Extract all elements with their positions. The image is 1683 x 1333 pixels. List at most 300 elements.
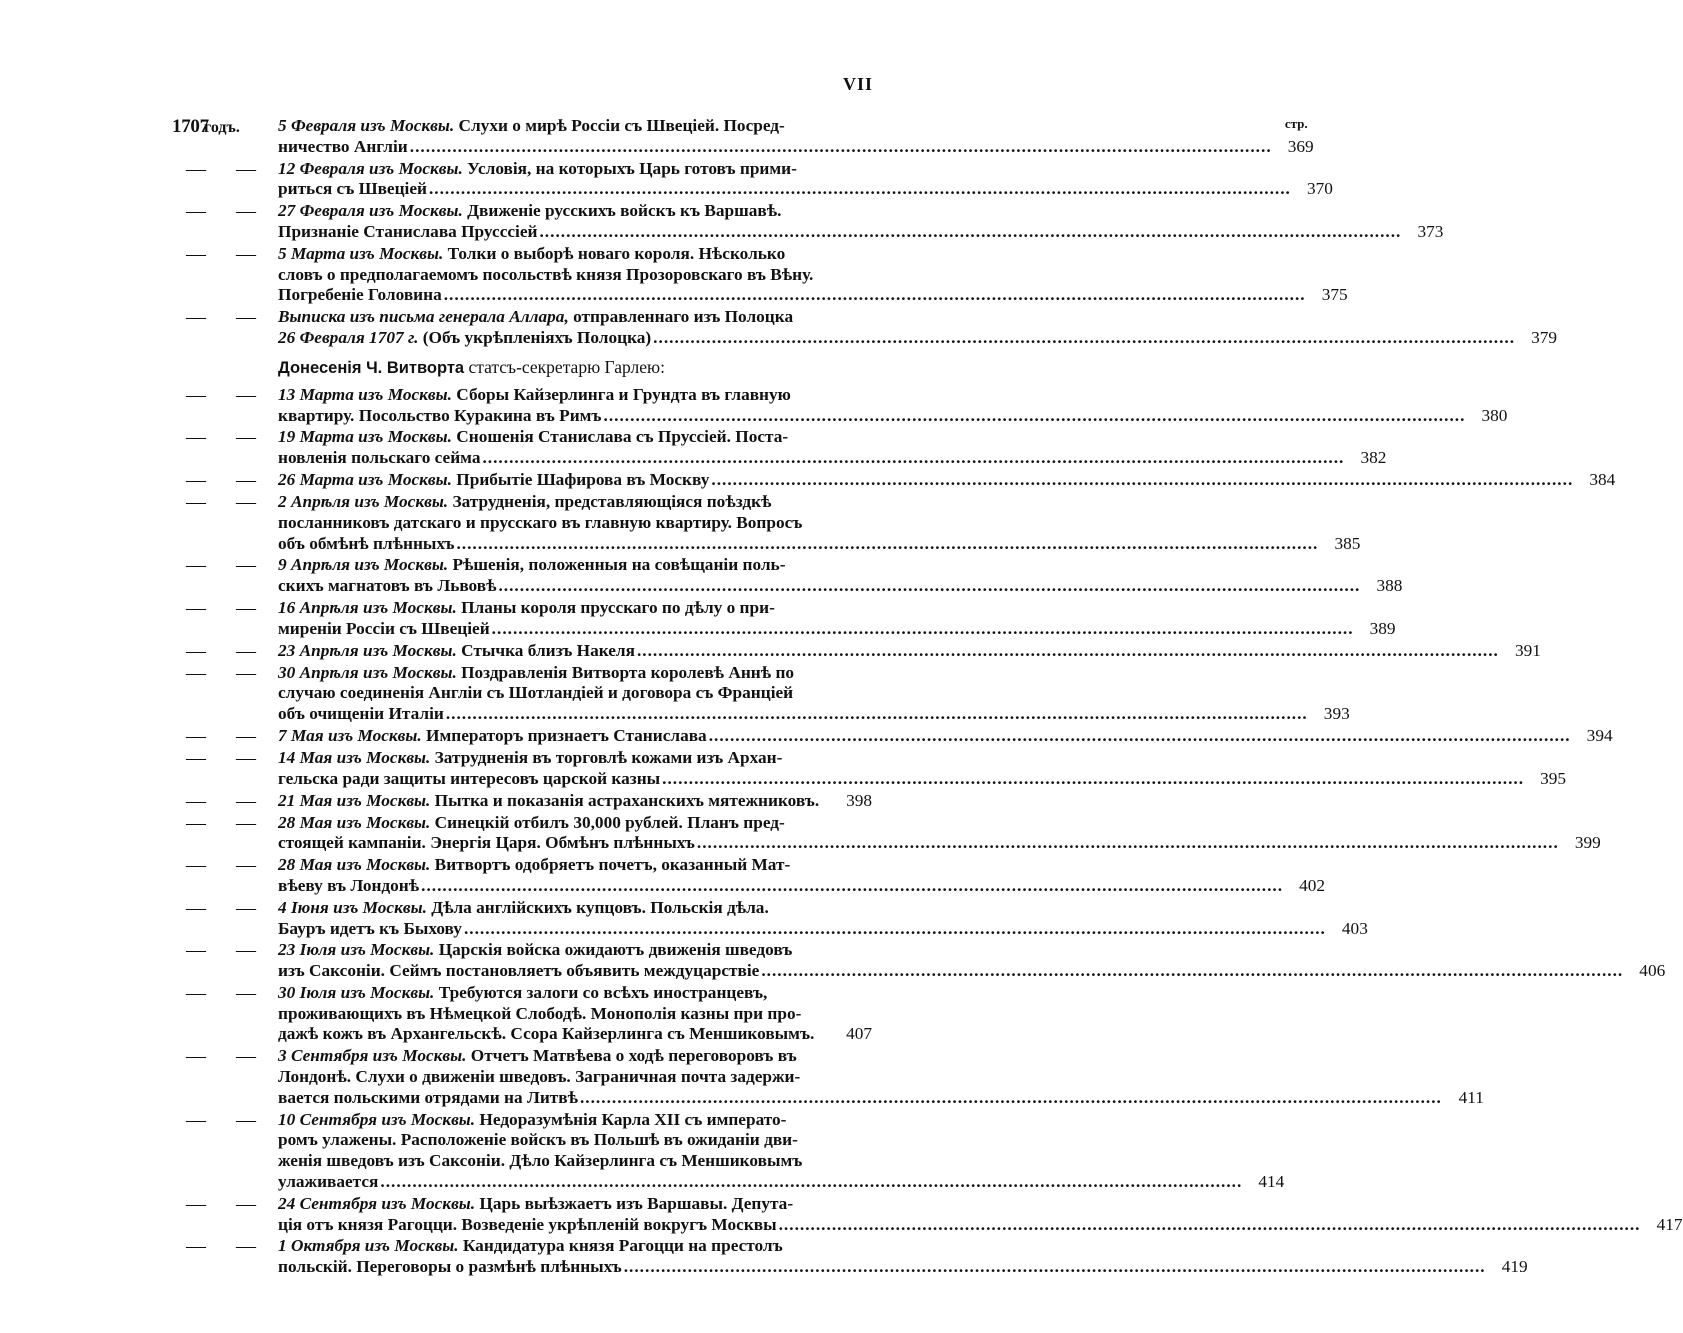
ditto-dash: — [236,639,256,662]
year-column [172,1236,222,1257]
entry-date: 12 Февраля изъ Москвы. [278,158,463,178]
entry-line: женія шведовъ изъ Саксоніи. Дѣло Кайзерлинга съ Меншиковымъ [278,1151,803,1171]
leader-dots: .................................................................................................................................................................. [662,768,1525,788]
entry-last-line [278,1088,1484,1109]
ditto-dash: — [236,490,256,513]
entry-description: (Объ укрѣпленіяхъ Полоцка) [418,327,652,347]
year-word-column [222,1110,278,1131]
entry-description: Признаніе Станислава Прусссіей [278,221,538,241]
year-word-column [222,983,278,1004]
list-item [172,1045,1484,1108]
year-column [172,726,222,747]
entry-first-line [278,813,1601,834]
entry-last-text [278,179,427,200]
page-ref: 391 [1514,640,1541,660]
year-word-column [222,791,278,812]
year-word-column [222,641,278,662]
entry-last-line [278,179,1333,200]
list-item [172,661,1350,725]
leader-dots: .................................................................................................................................................................. [463,918,1326,938]
page-ref: 402 [1299,875,1326,895]
ditto-dash: — [236,468,256,491]
entry-first-line [278,1236,1528,1257]
leader-dots: .................................................................................................................................................................. [491,618,1354,638]
entry-text [278,1236,1528,1278]
ditto-dash: — [236,554,256,577]
leader-dots: .................................................................................................................................................................. [456,533,1319,553]
entry-text [278,1110,1284,1193]
page-ref: 385 [1334,533,1361,553]
year-column [172,813,222,834]
year-word-column [222,855,278,876]
list-item [172,811,1601,855]
list-item [172,1108,1285,1193]
leader-dots: .................................................................................................................................................................. [778,1214,1641,1234]
ditto-dash: — [186,661,206,684]
list-item [172,596,1396,640]
page-column-label: стр. [1284,116,1308,131]
entry-last-text [278,137,408,158]
entry-description: Витвортъ одобряетъ почетъ, оказанный Мат- [430,855,791,875]
entry-first-line [278,1110,1284,1131]
ditto-dash: — [186,306,206,329]
list-item [172,746,1567,790]
entry-last-line [278,619,1396,640]
entry-text [278,116,1314,158]
year-column [172,492,222,513]
entry-description: Затрудненія, представляющіяся поѣздкѣ [448,491,772,511]
entry-text [278,855,1325,897]
entry-last-line [278,726,1613,747]
entry-date: 16 Апрѣля изъ Москвы. [278,597,457,617]
entry-last-line [278,1024,872,1045]
entry-last-text [278,1024,814,1045]
entry-last-text [278,726,707,747]
entry-text [278,1046,1484,1108]
list-item [172,639,1541,662]
entry-last-text [278,534,454,555]
list-item [172,854,1326,897]
entry-last-text [278,576,496,597]
page-ref: 406 [1639,961,1666,981]
entry-text [278,983,872,1045]
entry-description: Дѣла англійскихъ купцовъ. Польскія дѣла. [426,897,769,917]
ditto-dash: — [186,724,206,747]
year-word-column [222,492,278,513]
year-column [172,940,222,961]
entry-last-text [278,876,419,897]
page-ref: 419 [1501,1257,1528,1277]
entry-last-text [278,470,709,491]
entries-group-1707 [172,116,1558,349]
year-column [172,748,222,769]
entry-last-text [278,791,819,812]
entry-description: ція отъ князя Рагоцци. Возведеніе укрѣпленій вокругъ Москвы [278,1214,777,1234]
entry-description: Поздравленія Витворта королевѣ Аннѣ по [456,662,795,682]
page-ref: 388 [1376,576,1403,596]
table-of-contents [172,116,1683,1279]
list-item [172,116,1314,158]
ditto-dash: — [186,426,206,449]
page-ref: 370 [1306,179,1333,199]
year-word-column [222,663,278,684]
entry-date: 5 Марта изъ Москвы. [278,243,444,263]
entry-last-text [278,769,660,790]
entry-description: Синецкій отбилъ 30,000 рублей. Планъ пред- [430,812,785,832]
year-column [172,641,222,662]
entry-date: 30 Апрѣля изъ Москвы. [278,662,457,682]
list-item [172,554,1403,597]
entry-last-line [278,222,1443,243]
page-ref: 399 [1574,833,1601,853]
ditto-dash: — [236,811,256,834]
page-ref: 417 [1656,1214,1683,1234]
entry-description: объ обмѣнѣ плѣнныхъ [278,533,455,553]
leader-dots: .................................................................................................................................................................. [380,1172,1243,1192]
year-column [172,1110,222,1131]
entry-last-text [278,619,490,640]
page-ref: 384 [1589,469,1616,489]
entry-last-line [278,328,1557,349]
year-word-column [222,1194,278,1215]
leader-dots: .................................................................................................................................................................. [498,576,1361,596]
leader-dots: .................................................................................................................................................................. [623,1257,1486,1277]
year-column [172,244,222,265]
entry-description: Планы короля прусскаго по дѣлу о при- [456,597,775,617]
year-column [172,663,222,684]
year-column [172,201,222,222]
entry-last-text [278,1088,578,1109]
entry-last-line [278,919,1368,940]
entry-description: риться съ Швеціей [278,179,427,199]
ditto-dash: — [236,596,256,619]
year-column [172,555,222,576]
list-item [172,157,1333,201]
entry-last-line [278,285,1348,306]
entry-last-line [278,704,1350,725]
entry-date: 3 Сентября изъ Москвы. [278,1046,467,1066]
entry-description: Императоръ признаетъ Станислава [421,725,707,745]
page-ref: 407 [846,1024,872,1044]
list-item [172,1192,1683,1236]
entry-last-text [278,1215,777,1236]
entry-description: улаживается [278,1172,379,1192]
year-word-column [222,159,278,180]
year-column [172,598,222,619]
ditto-dash: — [236,981,256,1004]
entry-text [278,555,1402,597]
entry-first-line [278,555,1402,576]
entry-first-line [278,1046,1484,1067]
entry-last-line [278,876,1325,897]
list-item [172,983,872,1045]
entry-description: Слухи о мирѣ Россіи съ Швеціей. Посред- [454,116,785,135]
year-word-column [222,427,278,448]
leader-dots: .................................................................................................................................................................. [445,704,1308,724]
entry-first-line [278,855,1325,876]
entry-description: квартиру. Посольство Куракина въ Римъ [278,405,602,425]
entry-description: стоящей кампаніи. Энергія Царя. Обмѣнъ плѣнныхъ [278,833,695,853]
leader-dots: .................................................................................................................................................................. [696,833,1559,853]
entry-description: Кандидатура князя Рагоцци на престолъ [458,1236,783,1256]
list-item [172,896,1368,940]
entry-text [278,1194,1683,1236]
entry-first-line [278,898,1368,919]
entry-description: Погребеніе Головина [278,285,442,305]
entry-text [278,385,1507,427]
ditto-dash: — [236,854,256,877]
entry-text [278,470,1615,491]
page-ref: 375 [1321,285,1348,305]
entry-first-line [278,1194,1683,1215]
entry-description: Недоразумѣнія Карла XII съ императо- [475,1109,787,1129]
ditto-dash: — [236,1045,256,1068]
page-number: VII [843,74,874,94]
section-heading-name: Донесенія Ч. Витворта [278,358,465,377]
entry-text [278,791,872,812]
entry-last-text [278,704,444,725]
year-word-column [222,307,278,328]
entry-last-text [278,919,462,940]
ditto-dash: — [186,1192,206,1215]
ditto-dash: — [186,200,206,223]
year-column [172,427,222,448]
ditto-dash: — [236,896,256,919]
year-column [172,159,222,180]
year-label: 1707 [172,116,209,137]
ditto-dash: — [236,242,256,265]
page-ref: 369 [1287,136,1314,156]
leader-dots: .................................................................................................................................................................. [428,179,1291,199]
entry-description: Рѣшенія, положенныя на совѣщаніи поль- [448,555,786,575]
entry-description: миреніи Россіи съ Швеціей [278,618,490,638]
entry-description: дажѣ кожъ въ Архангельскѣ. Ссора Кайзерлинга съ Меншиковымъ. [278,1024,815,1044]
list-item [172,426,1387,469]
entry-date: 2 Апрѣля изъ Москвы. [278,491,449,511]
entry-last-line [278,769,1566,790]
ditto-dash: — [186,939,206,962]
entry-date: 14 Мая изъ Москвы. [278,747,431,767]
ditto-dash: — [236,426,256,449]
ditto-dash: — [186,596,206,619]
year-word: годъ. [204,119,240,136]
ditto-dash: — [186,639,206,662]
entry-last-text [278,222,537,243]
entry-first-line [278,748,1566,769]
entry-description: ничество Англіи [278,136,408,156]
entry-description: Требуются залоги со всѣхъ иностранцевъ, [434,982,768,1002]
entry-line: посланниковъ датскаго и прусскаго въ главную квартиру. Вопросъ [278,512,803,532]
ditto-dash: — [186,1108,206,1131]
entry-description: вѣеву въ Лондонѣ [278,875,420,895]
entry-date: 9 Апрѣля изъ Москвы. [278,555,449,575]
entry-description: польскій. Переговоры о размѣнѣ плѣнныхъ [278,1257,622,1277]
entry-description: Сборы Кайзерлинга и Грундта въ главную [451,384,791,404]
leader-dots: .................................................................................................................................................................. [761,961,1624,981]
entry-last-line [278,1215,1683,1236]
year-word-column [222,385,278,406]
entry-text [278,726,1613,747]
entry-description: Отчетъ Матвѣева о ходѣ переговоровъ въ [466,1046,797,1066]
section-heading-rest: статсъ-секретарю Гарлею: [464,356,665,377]
year-column [172,855,222,876]
entry-last-text [278,328,651,349]
entry-date: 27 Февраля изъ Москвы. [278,201,463,221]
ditto-dash: — [186,468,206,491]
ditto-dash: — [236,306,256,329]
entry-date: 24 Сентября изъ Москвы. [278,1193,476,1213]
ditto-dash: — [236,1235,256,1258]
entry-description: Бауръ идетъ къ Быхову [278,918,462,938]
ditto-dash: — [186,789,206,812]
year-word-column [222,598,278,619]
ditto-dash: — [186,1045,206,1068]
leader-dots: .................................................................................................................................................................. [636,640,1499,660]
leader-dots: .................................................................................................................................................................. [443,285,1306,305]
entry-text [278,492,1360,554]
ditto-dash: — [186,157,206,180]
leader-dots: .................................................................................................................................................................. [711,469,1574,489]
list-item [172,306,1558,349]
entries-group-whitworth [172,383,1683,1278]
entry-description: Пытка и показанія астраханскихъ мятежниковъ. [430,790,820,810]
entry-description: новленія польскаго сейма [278,448,481,468]
ditto-dash: — [186,383,206,406]
ditto-dash: — [236,939,256,962]
ditto-dash: — [236,383,256,406]
ditto-dash: — [236,746,256,769]
entry-last-line [278,448,1386,469]
entry-description: Царскія войска ожидаютъ движенія шведовъ [434,940,793,960]
entry-text [278,813,1601,855]
entry-last-line [278,137,1314,158]
entry-last-text [278,1172,378,1193]
entry-last-line [278,576,1402,597]
entry-last-text [278,961,759,982]
year-column [172,307,222,328]
entry-text [278,307,1557,349]
year-column [172,983,222,1004]
list-item [172,1235,1528,1278]
page-ref: 382 [1360,448,1387,468]
entry-date: 4 Іюня изъ Москвы. [278,897,427,917]
entry-last-text [278,448,480,469]
entry-last-text [278,285,442,306]
ditto-dash: — [236,724,256,747]
page-ref: 403 [1341,918,1368,938]
entry-text [278,663,1350,725]
year-word-column [222,748,278,769]
entry-text [278,748,1566,790]
ditto-dash: — [236,661,256,684]
entry-description: гельска ради защиты интересовъ царской казны [278,768,661,788]
ditto-dash: — [186,896,206,919]
year-word-column [204,116,278,138]
ditto-dash: — [236,1108,256,1131]
entry-text [278,427,1386,469]
entry-date: 28 Мая изъ Москвы. [278,855,431,875]
ditto-dash: — [186,1235,206,1258]
ditto-dash: — [186,746,206,769]
entry-description: Царь выѣзжаетъ изъ Варшавы. Депута- [475,1193,794,1213]
entry-first-line [278,201,1443,222]
leader-dots: .................................................................................................................................................................. [482,448,1345,468]
entry-line: Лондонѣ. Слухи о движеніи шведовъ. Заграничная почта задержи- [278,1067,801,1087]
year-word-column [222,726,278,747]
ditto-dash: — [186,554,206,577]
leader-dots: .................................................................................................................................................................. [421,875,1284,895]
entry-description: отправленнаго изъ Полоцка [568,307,794,327]
entry-line: ромъ улажены. Расположеніе войскъ въ Польшѣ въ ожиданіи дви- [278,1130,798,1150]
list-item [172,242,1348,306]
year-column [172,1194,222,1215]
ditto-dash: — [186,981,206,1004]
entry-first-line [278,983,872,1004]
list-item [172,383,1508,427]
leader-dots: .................................................................................................................................................................. [539,221,1402,241]
ditto-dash: — [186,490,206,513]
year-word-column [222,555,278,576]
list-item [172,939,1666,982]
entry-date: 13 Марта изъ Москвы. [278,384,452,404]
leader-dots: .................................................................................................................................................................. [603,405,1466,425]
page-ref: 411 [1458,1087,1484,1107]
entry-first-line [278,116,1314,137]
entry-date: 26 Февраля 1707 г. [278,327,419,347]
ditto-dash: — [186,854,206,877]
entry-last-text [278,406,602,427]
year-word-column [222,1046,278,1067]
leader-dots: .................................................................................................................................................................. [579,1087,1442,1107]
entry-date: 10 Сентября изъ Москвы. [278,1109,476,1129]
page-ref: 395 [1540,768,1567,788]
entry-text [278,244,1348,306]
entry-description: вается польскими отрядами на Литвѣ [278,1087,578,1107]
entry-date: 7 Мая изъ Москвы. [278,725,422,745]
entry-first-line [278,427,1386,448]
ditto-dash: — [186,242,206,265]
entry-line: словъ о предполагаемомъ посольствѣ князя Прозоровскаго въ Вѣну. [278,264,814,284]
entry-date: 19 Марта изъ Москвы. [278,427,452,447]
entry-last-line [278,534,1360,555]
page-ref: 380 [1481,405,1508,425]
entry-date: 26 Марта изъ Москвы. [278,469,452,489]
ditto-dash: — [236,157,256,180]
entry-last-line [278,470,1615,491]
entry-first-line [278,307,1557,328]
ditto-dash: — [186,811,206,834]
entry-description: Затрудненія въ торговлѣ кожами изъ Архан- [430,747,783,767]
year-word-column [222,898,278,919]
list-item [172,468,1616,491]
entry-text [278,898,1368,940]
entry-first-line [278,940,1665,961]
list-item [172,791,872,812]
year-column [172,1046,222,1067]
year-word-column [222,813,278,834]
entry-date: 23 Іюля изъ Москвы. [278,940,435,960]
entry-description: скихъ магнатовъ въ Львовѣ [278,576,497,596]
entry-text [278,641,1541,662]
ditto-dash: — [236,1192,256,1215]
page-ref: 389 [1369,618,1396,638]
entry-date: 21 Мая изъ Москвы. [278,790,431,810]
year-word-column [222,470,278,491]
year-column [172,791,222,812]
entry-text [278,598,1396,640]
entry-first-line [278,244,1348,265]
year-word-column [222,201,278,222]
